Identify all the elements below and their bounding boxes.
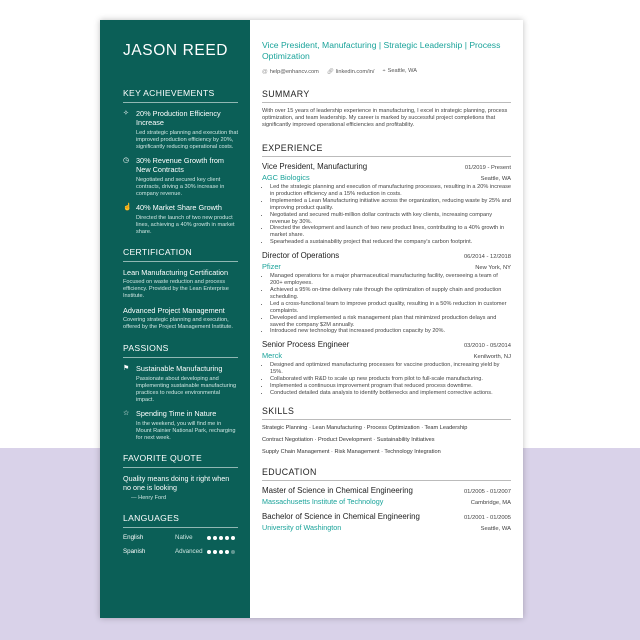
company-name: Pfizer: [262, 262, 281, 272]
skills-heading: SKILLS: [262, 406, 511, 420]
rating-dot: [225, 536, 229, 540]
language-name: Spanish: [123, 548, 146, 555]
certification-desc: Covering strategic planning and execution, offered by the Project Management Institute.: [123, 317, 233, 330]
achievement-desc: Directed the launch of two new product lines, achieving a 40% growth in market share.: [136, 215, 235, 235]
company-name: AGC Biologics: [262, 173, 310, 182]
at-icon: @: [262, 68, 268, 75]
flag-icon: ⚑: [123, 365, 130, 372]
job-bullet: • Designed and optimized manufacturing processes for vaccine production, increasing yield by 15%.: [270, 362, 511, 376]
experience-heading: EXPERIENCE: [262, 143, 511, 157]
achievement-title: 20% Production Efficiency Increase: [136, 109, 221, 127]
school-location: Seattle, WA: [480, 525, 511, 532]
education-dates: 01/2001 - 01/2005: [463, 514, 511, 521]
quote-text: Quality means doing it right when no one is looking: [123, 474, 230, 492]
job-dates: 01/2019 - Present: [464, 165, 511, 171]
language-rating: [207, 536, 235, 540]
school-name: Massachusetts Institute of Technology: [262, 496, 384, 506]
certification-item: [123, 268, 238, 300]
summary-heading: SUMMARY: [262, 89, 511, 103]
candidate-name: JASON REED: [123, 42, 229, 59]
link-icon: 🔗︎: [326, 68, 334, 75]
rating-dot: [207, 550, 211, 554]
passions-heading: PASSIONS: [123, 343, 238, 358]
achievement-item: [123, 203, 238, 236]
language-rating: [207, 550, 235, 554]
job-bullet: • Spearheaded a sustainability project that reduced the company's carbon footprint.: [270, 239, 511, 246]
achievement-item: [123, 109, 238, 151]
achievement-title: 40% Market Share Growth: [136, 203, 222, 212]
rating-dot: [231, 536, 235, 540]
summary-text: With over 15 years of leadership experience in manufacturing, I excel in strategic planning, process optimization, and team leadership. My career is marked by successful project completions that significantly improved operational efficiencies and profitability.: [262, 108, 508, 128]
job-bullet: • Led the strategic planning and execution of manufacturing processes, resulting in a 20% increase in production efficiency and a 15% reduction in costs.: [270, 184, 511, 198]
location-contact: ⌖ Seattle, WA: [382, 68, 417, 74]
school-name: University of Washington: [262, 522, 342, 532]
rating-dot: [213, 550, 217, 554]
education-item: [262, 512, 511, 532]
thumbs-up-icon: ☝: [123, 204, 132, 211]
education-item: [262, 486, 511, 506]
language-level: Native: [175, 534, 193, 541]
job-bullet: • Developed and implemented a risk management plan that minimized production delays and saved the company $2M annually.: [270, 315, 511, 329]
job-bullet: • Negotiated and secured multi-million dollar contracts with key clients, increasing company revenue by 30%.: [270, 212, 511, 226]
rating-dot: [207, 536, 211, 540]
passion-item: [123, 409, 238, 442]
achievement-item: [123, 156, 238, 198]
job-dates: 03/2010 - 05/2014: [463, 343, 511, 350]
skills-row: Contract Negotiation · Product Development · Sustainability Initiatives: [262, 436, 435, 443]
job-dates: 06/2014 - 12/2018: [463, 254, 511, 261]
achievements-list: [123, 109, 238, 236]
language-item: [123, 548, 238, 555]
passion-title: Sustainable Manufacturing: [136, 364, 223, 373]
education-heading: EDUCATION: [262, 467, 511, 481]
job-entry: [262, 251, 511, 335]
job-location: New York, NY: [475, 265, 511, 272]
job-bullets: [262, 362, 511, 397]
company-name: Merck: [262, 351, 283, 361]
job-bullet: • Collaborated with R&D to scale up new products from pilot to full-scale manufacturing.: [270, 376, 511, 383]
job-title: Director of Operations: [262, 251, 340, 261]
contact-bar: [262, 68, 511, 75]
email-contact[interactable]: @ help@enhancv.com: [262, 68, 319, 75]
star-icon: ☆: [123, 410, 130, 417]
job-title: Senior Process Engineer: [262, 340, 350, 350]
job-bullet: • Directed the development and launch of two new product lines, contributing to a 40% growth in market share.: [270, 225, 511, 239]
language-level: Advanced: [175, 548, 203, 555]
job-bullets: [262, 273, 511, 335]
rating-dot: [213, 536, 217, 540]
job-title: Vice President, Manufacturing: [262, 162, 368, 171]
certification-title: Lean Manufacturing Certification: [123, 268, 229, 277]
passion-desc: In the weekend, you will find me in Mount Rainier National Park, recharging for next week.: [136, 421, 236, 441]
passion-title: Spending Time in Nature: [136, 409, 217, 418]
education-dates: 01/2005 - 01/2007: [463, 488, 511, 495]
achievement-desc: Negotiated and secured key client contracts, driving a 30% increase in company revenue.: [136, 177, 225, 197]
headline: Vice President, Manufacturing | Strategic Leadership | Process Optimization: [262, 40, 501, 61]
achievement-title: 30% Revenue Growth from New Contracts: [136, 156, 225, 174]
job-location: Seattle, WA: [480, 176, 511, 182]
rating-dot: [225, 550, 229, 554]
languages-heading: LANGUAGES: [123, 513, 238, 528]
job-bullet: • Led a cross-functional team to improve product quality, resulting in a 50% reduction in customer complaints.: [270, 301, 511, 315]
skills-row: Supply Chain Management · Risk Management · Technology Integration: [262, 448, 441, 455]
job-bullet: • Conducted detailed data analysis to identify bottlenecks and implement corrective actions.: [270, 390, 511, 397]
quote-heading: FAVORITE QUOTE: [123, 453, 238, 468]
job-bullet: • Introduced new technology that increased production capacity by 20%.: [270, 328, 511, 335]
language-name: English: [123, 534, 144, 541]
degree-title: Bachelor of Science in Chemical Engineering: [262, 511, 420, 521]
job-bullet: • Achieved a 95% on-time delivery rate through the optimization of supply chain and production scheduling.: [270, 287, 511, 301]
rating-dot: [231, 550, 235, 554]
linkedin-contact[interactable]: 🔗︎ linkedin.com/in/: [326, 68, 375, 75]
degree-title: Master of Science in Chemical Engineering: [262, 485, 413, 495]
main-content: [250, 20, 523, 618]
certification-item: [123, 306, 238, 331]
certification-desc: Focused on waste reduction and process efficiency. Provided by the Lean Enterprise Institute.: [123, 279, 229, 299]
rating-dot: [219, 536, 223, 540]
skills-row: Strategic Planning · Lean Manufacturing · Process Optimization · Team Leadership: [262, 424, 468, 431]
clock-icon: ◷: [123, 157, 130, 164]
job-location: Kenilworth, NJ: [473, 354, 511, 361]
magic-wand-icon: ✧: [123, 110, 129, 117]
sidebar: [100, 20, 250, 618]
job-entry: [262, 162, 511, 246]
passion-item: [123, 364, 238, 404]
location-pin-icon: ⌖: [382, 68, 386, 74]
certification-title: Advanced Project Management: [123, 306, 225, 315]
achievements-heading: KEY ACHIEVEMENTS: [123, 88, 238, 103]
job-bullets: [262, 184, 511, 246]
language-item: [123, 534, 238, 541]
experience-list: [262, 162, 511, 397]
quote-author: — Henry Ford: [131, 495, 167, 501]
passion-desc: Passionate about developing and implementing sustainable manufacturing practices to reduce environmental impact.: [136, 376, 237, 403]
job-bullet: • Implemented a Lean Manufacturing initiative across the organization, reducing waste by 25% and improving product quality.: [270, 198, 511, 212]
resume-page: [100, 20, 523, 618]
job-bullet: • Implemented a continuous improvement program that reduced process downtime.: [270, 383, 511, 390]
job-bullet: • Managed operations for a major pharmaceutical manufacturing facility, overseeing a team of 200+ employees.: [270, 273, 511, 287]
achievement-desc: Led strategic planning and execution that improved production efficiency by 20%, significantly reducing operational costs.: [136, 130, 239, 150]
school-location: Cambridge, MA: [470, 499, 511, 506]
rating-dot: [219, 550, 223, 554]
job-entry: [262, 340, 511, 397]
certification-heading: CERTIFICATION: [123, 247, 238, 262]
